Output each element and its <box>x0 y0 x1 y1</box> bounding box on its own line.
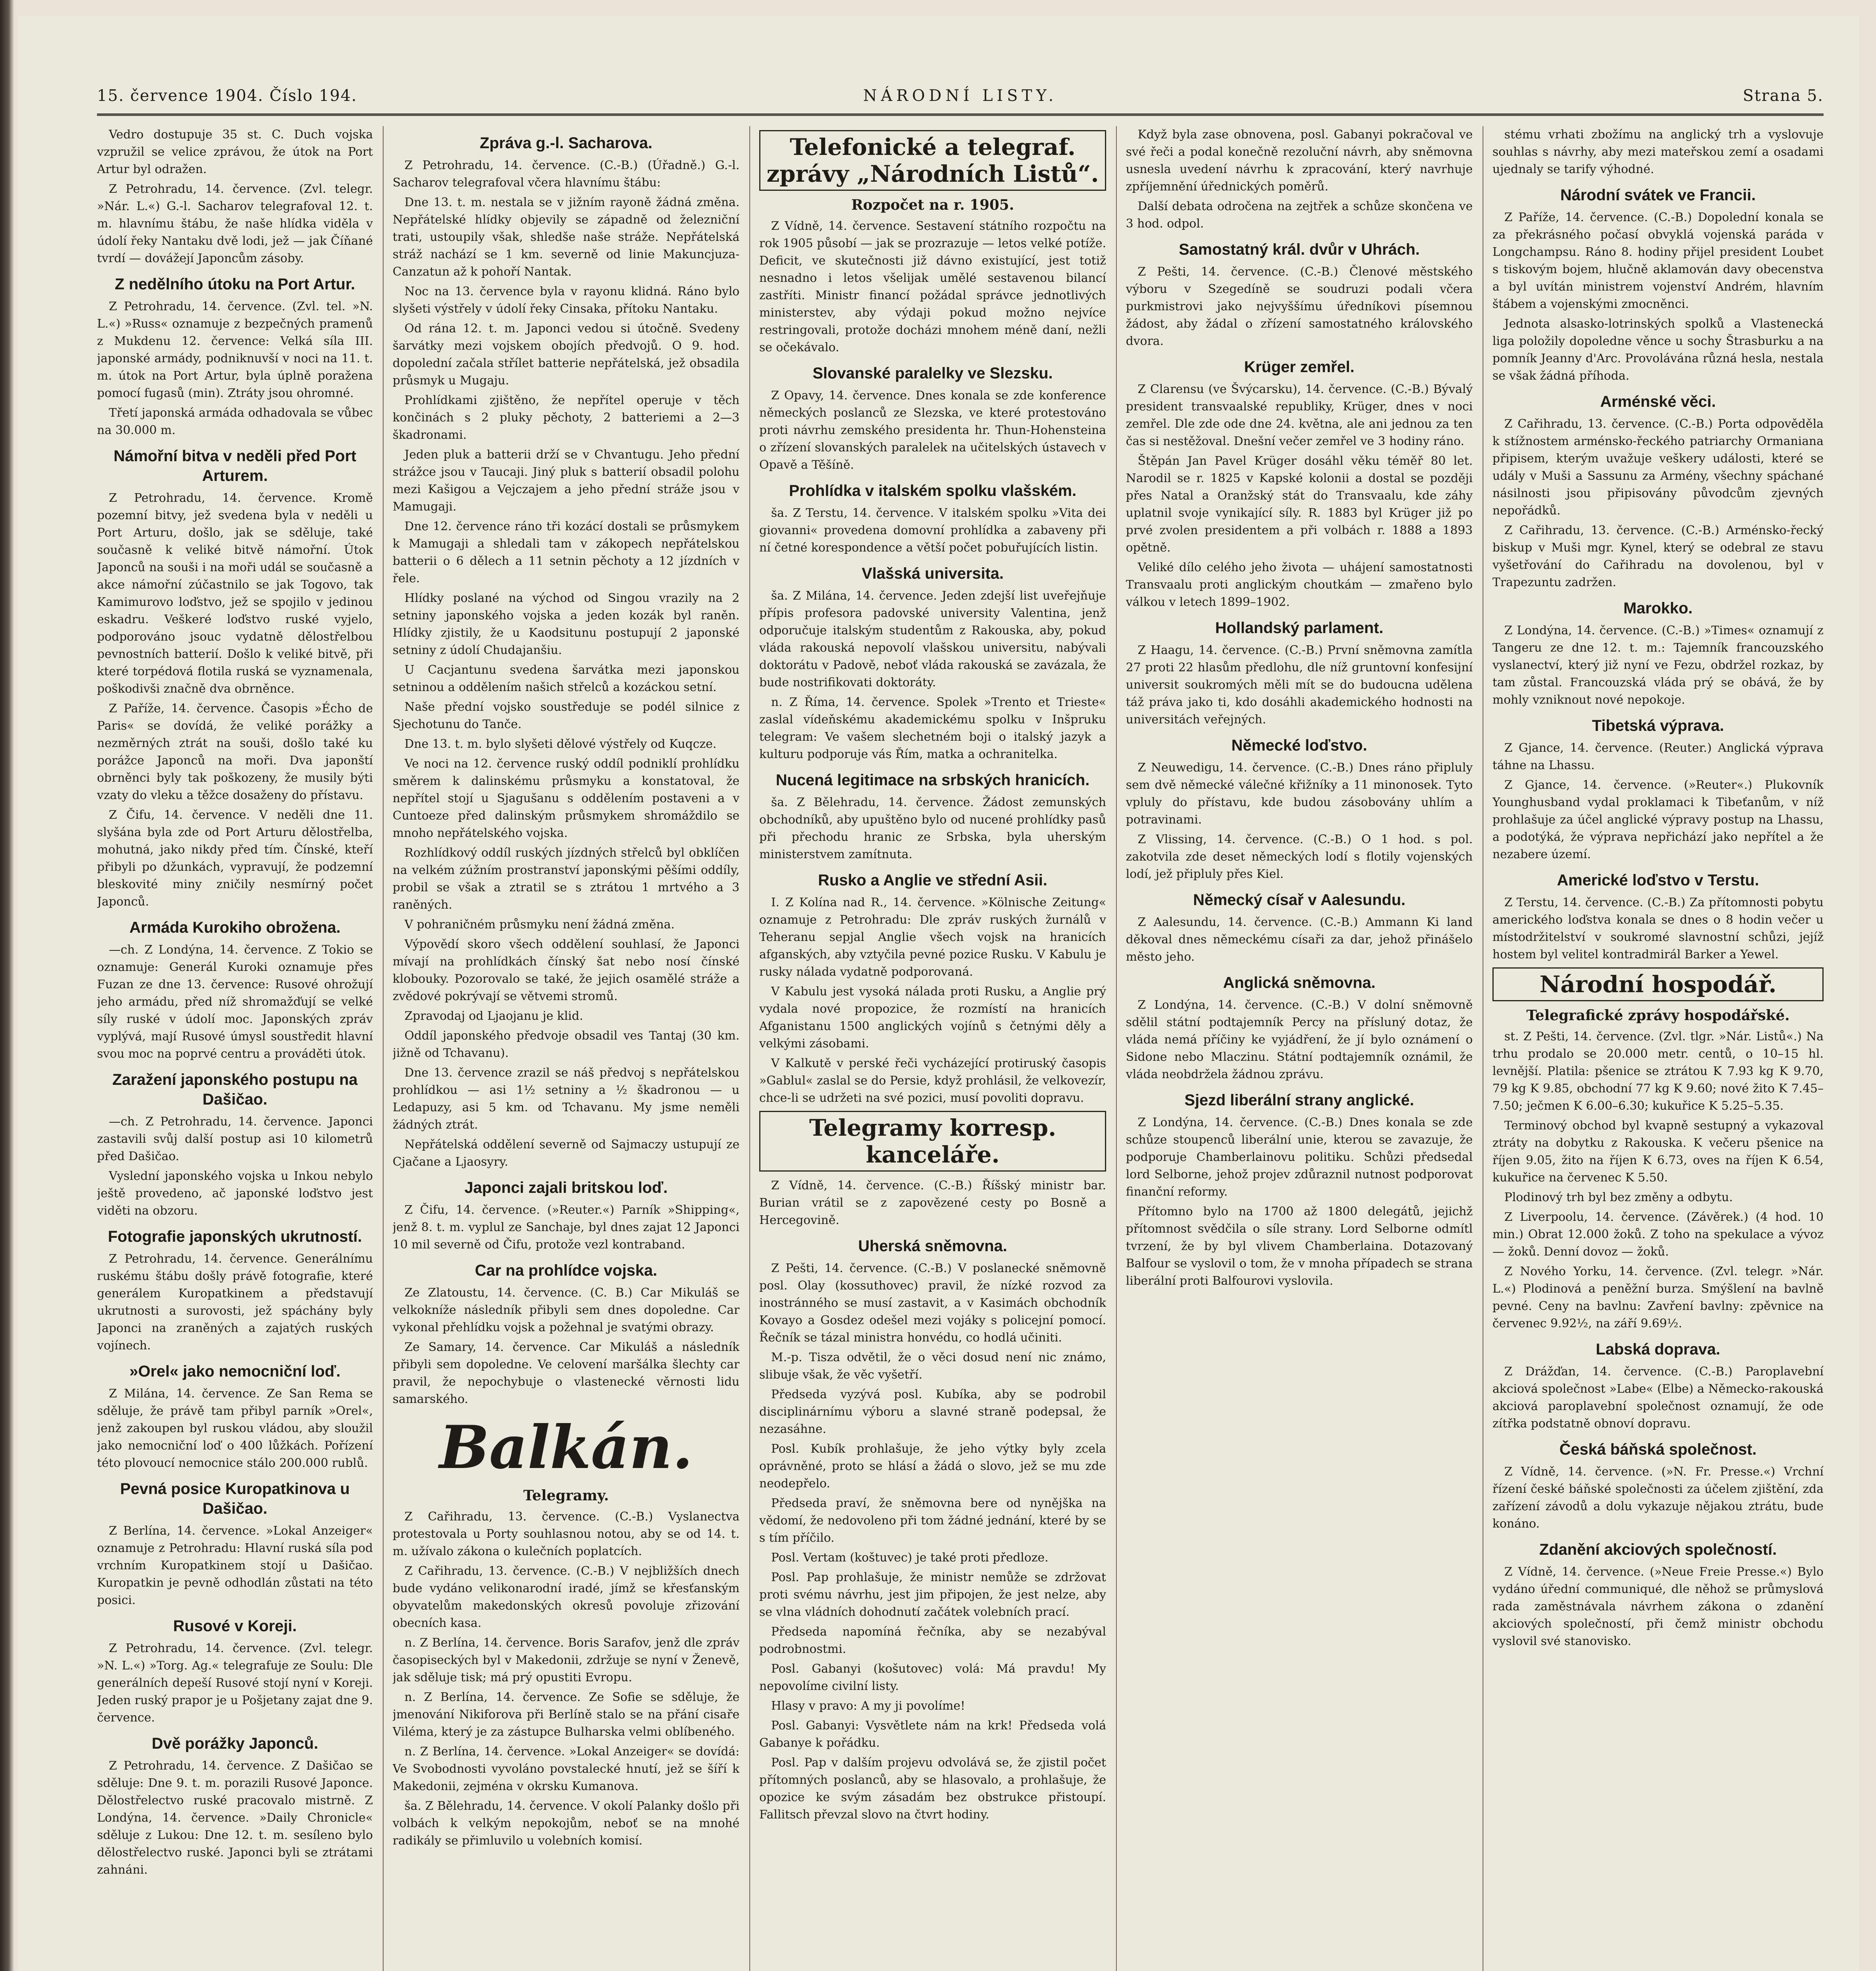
paragraph: Z Drážďan, 14. července. (C.-B.) Paroplavební akciová společnost »Labe« (Elbe) a Německo-rakouská akciová paroplavební společnost oznamují, že ode zítřka podstatně obnoví dopravu. <box>1492 1365 1824 1431</box>
article-headline: »Orel« jako nemocniční loď. <box>129 1363 341 1380</box>
paragraph: Posl. Gabanyi (košutovec) volá: Má pravdu! My nepovolíme civilní listy. <box>759 1662 1106 1693</box>
paragraph: Dne 13. července zrazil se náš předvoj s nepřátelskou prohlídkou — asi 1½ setniny a ½ škadronou — u Ledapuzy, asi 5 km. od Tchavanu. My jsme neměli žádných ztrát. <box>393 1066 740 1132</box>
paragraph: Z Gjance, 14. července. (Reuter.) Anglická výprava táhne na Lhassu. <box>1492 741 1824 772</box>
article-headline: Samostatný král. dvůr v Uhrách. <box>1179 241 1420 258</box>
article-headline: Car na prohlídce vojska. <box>475 1262 658 1279</box>
column-rule <box>1116 126 1117 1971</box>
paragraph: Z Paříže, 14. července. (C.-B.) Dopolední konala se za překrásného počasí obvyklá vojenská paráda v Longchampsu. Ráno 8. hodiny přijel president Loubet s tiskovým bojem, hlučně aklamován davy obecenstva a byl uvítán ministrem vojenství Andrém, hlavním štábem a vojenskými zmocněnci. <box>1492 211 1824 311</box>
header-page-number: Strana 5. <box>1743 87 1824 105</box>
paragraph: Z Opavy, 14. července. Dnes konala se zde konference německých poslanců ze Slezska, ve které protestováno proti návrhu zemského presidenta hr. Thun-Hohensteina o zřízení slovanských paralelek na učitelských ústavech v Opavě a Těšíně. <box>759 389 1106 472</box>
paragraph: Z Liverpoolu, 14. července. (Závěrek.) (4 hod. 10 min.) Obrat 12.000 žoků. Z toho na spekulace a vývoz — žoků. Denní dovoz — žoků. <box>1492 1210 1824 1259</box>
paragraph: Z Nového Yorku, 14. července. (Zvl. telegr. »Nár. L.«) Plodinová a peněžní burza. Smýšlení na bavlně pevné. Ceny na bavlnu: Zavření bavlny: zpěvnice na červenec 9.92½, na září 9.69½. <box>1492 1265 1824 1330</box>
paragraph: Z Milána, 14. července. Ze San Rema se sděluje, že právě tam přibyl parník »Orel«, jenž zakoupen byl ruskou vládou, aby sloužil jako nemocniční loď o 400 lůžkách. Pořízení této plovoucí nemocnice stálo 200.000 rublů. <box>97 1387 373 1470</box>
paragraph: Z Vídně, 14. července. Sestavení státního rozpočtu na rok 1905 působí — jak se prozrazuje — letos velké potíže. Deficit, ve skutečnosti již dávno existující, jest totiž nesnadno i letos všelijak umělé sestavenou bilancí zastříti. Ministr financí požádal správce jednotlivých ministerstev, aby výdaji pokud možno nejvíce restringovali, protože docházi mnohem méně daní, nežli se očekávalo. <box>759 219 1106 354</box>
section-title-telegrams: Telegramy korresp. kanceláře. <box>759 1111 1106 1172</box>
paragraph: Vedro dostupuje 35 st. C. Duch vojska vzpružil se velice zprávou, že útok na Port Artur byl odražen. <box>97 128 373 176</box>
section-title-telephone-news: Telefonické a telegraf. zprávy „Národních Listů“. <box>759 130 1106 191</box>
paragraph: Posl. Pap v dalším projevu odvolává se, že zjistil počet přítomných poslanců, aby se hlasovalo, a prohlašuje, že opozice ke svým zásadám bez obstrukce přistoupí. Fallitsch převzal slovo na čtvrt hodiny. <box>759 1756 1106 1822</box>
section-title-balkan: Balkán. <box>439 1413 693 1482</box>
paragraph: Z Pešti, 14. července. (C.-B.) V poslanecké sněmovně posl. Olay (kossuthovec) pravil, že nízké rozvod za inostránného se musí zastavit, a v Kasimách obchodník Kovayo a Gosdez odešel mezi vojáky s policejní pomocí. Řečník se tázal ministra honvédu, co hodlá učiniti. <box>759 1261 1106 1345</box>
paragraph: Dne 13. t. m. bylo slyšeti dělové výstřely od Kuqcze. <box>404 737 717 751</box>
article-headline: Česká báňská společnost. <box>1559 1441 1757 1458</box>
article-headline: Dvě porážky Japonců. <box>151 1735 319 1752</box>
article-headline: Arménské věci. <box>1600 393 1716 410</box>
article-headline: Národní svátek ve Francii. <box>1560 186 1756 204</box>
paragraph: Z Petrohradu, 14. července. Z Dašičao se sděluje: Dne 9. t. m. porazili Rusové Japonce. Dělostřelectvo ruské pracovalo mistrně. Z Londýna, 14. července. »Daily Chronicle« sděluje z Lukou: Dne 12. t. m. sesíleno bylo dělostřelectvo ruské. Japonci byli se ztrátami zahnáni. <box>97 1759 373 1877</box>
paragraph: Posl. Gabanyi: Vysvětlete nám na krk! Předseda volá Gabanye k pořádku. <box>759 1719 1106 1750</box>
paragraph: —ch. Z Londýna, 14. července. Z Tokio se oznamuje: Generál Kuroki oznamuje přes Fuzan ze dne 13. července: Rusové ohrožují jeho armádu, před níž shromažďují se velké síly ruské v údolí moc. Japonských zpráv vyplývá, mají Rusové úmysl soustředit hlavní svou moc na poprvé centru a prováděti útok. <box>97 943 373 1061</box>
header-date-issue: 15. července 1904. Číslo 194. <box>97 87 358 105</box>
paragraph: M.-p. Tisza odvětil, že o věci dosud není nic známo, slibuje však, že věc vyšetří. <box>759 1351 1106 1382</box>
paragraph: ša. Z Bělehradu, 14. července. V okolí Palanky došlo při volbách k velkým nepokojům, neboť se na mnohé radikály se přimluvilo u volebních komisí. <box>393 1799 740 1848</box>
paragraph: Dne 13. t. m. nestala se v jižním rayoně žádná změna. Nepřátelské hlídky objevily se západně od železniční trati, ustoupily však, shledše naše stráže. Nepřátelská stráž nachází se 1 km. severně od linie Makuncjuza-Canzatun až k pohoří Nantak. <box>393 196 740 279</box>
paragraph: Třetí japonská armáda odhadovala se vůbec na 30.000 m. <box>97 406 373 437</box>
paragraph: Z Cařihradu, 13. července. (C.-B.) V nejbližších dnech bude vydáno velikonarodní iradé, jímž se křesťanským obyvatelům makedonských okresů povoluje zřizování obecních kasa. <box>393 1564 740 1630</box>
paragraph: Když byla zase obnovena, posl. Gabanyi pokračoval ve své řeči a podal konečně rezoluční návrh, aby sněmovna usnesla uvedení návrhu k zpracování, který navrhuje zpříjemnění úřednických poměrů. <box>1126 128 1473 194</box>
paragraph: Posl. Kubík prohlašuje, že jeho výtky byly zcela oprávněné, proto se hlásí a žádá o slovo, jež se mu zde neodepřelo. <box>759 1442 1106 1490</box>
paragraph: Z Čifu, 14. července. (»Reuter.«) Parník »Shipping«, jenž 8. t. m. vyplul ze Sanchaje, byl dnes zajat 12 Japonci 10 mil severně od Čifu, protože vezl kontraband. <box>393 1203 740 1252</box>
paragraph: Oddíl japonského předvoje obsadil ves Tantaj (30 km. jižně od Tchavanu). <box>393 1029 740 1060</box>
paragraph: Z Petrohradu, 14. července. Generálnímu ruskému štábu došly právě fotografie, které generálem Kuropatkinem a představují ukrutnosti a surovosti, jež spáchány byly Japonci na zraněných a zajatých ruských vojínech. <box>97 1252 373 1353</box>
paragraph: Ze Zlatoustu, 14. července. (C. B.) Car Mikuláš se velkokníže následník přibyli sem dnes dopoledne. Car vykonal přehlídku vojsk a požehnal je svatými obrazy. <box>393 1286 740 1334</box>
article-headline: Rusko a Anglie ve střední Asii. <box>818 872 1047 889</box>
paragraph: n. Z Berlína, 14. července. »Lokal Anzeiger« se dovídá: Ve Svobodnosti vyvoláno povstalecké hnutí, jež se šíří k Makedonii, zejména v okrsku Kumanova. <box>393 1745 740 1793</box>
paragraph: Hlasy v pravo: A my ji povolíme! <box>771 1699 965 1713</box>
paragraph: n. Z Berlína, 14. července. Ze Sofie se sděluje, že jmenování Nikiforova při Berlíně stalo se na přání cisaře Viléma, který je za zástupce Bulharska velmi oblíbeného. <box>393 1690 740 1739</box>
paragraph: Předseda vyzývá posl. Kubíka, aby se podrobil disciplinárnímu výboru a slavné straně podepsal, že nezasáhne. <box>759 1388 1106 1436</box>
article-headline: Zdanění akciových společností. <box>1539 1541 1777 1558</box>
paragraph: Z Čifu, 14. července. V neděli dne 11. slyšána byla zde od Port Arturu dělostřelba, mohutná, jako nikdy před tím. Čínské, kteří přibyli po džunkách, vypravují, že podzemní bleskovité miny zničily nesmírný počet Japonců. <box>97 808 373 909</box>
column-rule <box>383 126 384 1971</box>
paragraph: Plodinový trh byl bez změny a odbytu. <box>1504 1190 1733 1204</box>
paragraph: Ze Samary, 14. července. Car Mikuláš a následník přibyli sem dopoledne. Ve celovení maršálka šlechty car pravil, že nepochybuje o vlastenecké věrnosti lidu samarského. <box>393 1340 740 1406</box>
paragraph: Posl. Vertam (koštuvec) je také proti předloze. <box>771 1551 1049 1565</box>
article-headline: Pevná posice Kuropatkinova u Dašičao. <box>120 1480 350 1517</box>
column-rule <box>749 126 750 1971</box>
paragraph: Ve noci na 12. července ruský oddíl podniklí prohlídku směrem k dalinskému průsmyku a konstatoval, že nepřítel stojí u Sjagušanu s oddělením postaveni a v Cuntoeze před dalinským průsmykem shromáždilo se mnoho nepřátelského vojska. <box>393 757 740 840</box>
paragraph: I. Z Kolína nad R., 14. července. »Kölnische Zeitung« oznamuje z Petrohradu: Dle zpráv ruských žurnálů v Teheranu sepjal Anglie všech vojsk na hranicích afganských, aby vztyčila pevné pozice Rusku. V Kabulu je rusky nálada vydatně podporovaná. <box>759 896 1106 979</box>
newspaper-page <box>18 16 1859 1971</box>
paragraph: ša. Z Terstu, 14. července. V italském spolku »Vita dei giovanni« provedena domovní prohlídka a zabaveny při ní četné korespondence a větší počet pobuřujících listin. <box>759 506 1106 555</box>
paragraph: Z Vlissing, 14. července. (C.-B.) O 1 hod. s pol. zakotvila zde deset německých lodí s flotily vojenských lodí, jež připluly přes Kiel. <box>1126 833 1473 881</box>
paragraph: —ch. Z Petrohradu, 14. července. Japonci zastavili svůj další postup asi 10 kilometrů před Dašičao. <box>97 1115 373 1163</box>
article-headline: Německé loďstvo. <box>1231 737 1367 754</box>
article-headline: Námořní bitva v neděli před Port Arturem. <box>114 447 356 484</box>
article-headline: Prohlídka v italském spolku vlašském. <box>789 482 1077 499</box>
paragraph: Nepřátelská oddělení severně od Sajmaczy ustupují ze Cjačane a Ljaosyry. <box>393 1138 740 1169</box>
paragraph: Další debata odročena na zejtřek a schůze skončena ve 3 hod. odpol. <box>1126 199 1473 231</box>
paragraph: Z Petrohradu, 14. července. (Zvl. telegr. »N. L.«) »Torg. Ag.« telegrafuje ze Soulu: Dle generálních depeší Rusové stojí nyní v Koreji. Jeden ruský prapor je u Pošjetany zajat dne 9. července. <box>97 1641 373 1725</box>
paragraph: Od rána 12. t. m. Japonci vedou si útočně. Svedeny šarvátky mezi vojskem obojích předvojů. O 9. hod. dopolední začala střílet batterie nepřátelská, jež obsadila průsmyk u Mugaju. <box>393 322 740 387</box>
paragraph: Veliké dílo celého jeho života — uhájení samostatnosti Transvaalu proti anglickým choutkám — zmařeno bylo válkou v letech 1899–1902. <box>1126 561 1473 609</box>
article-headline: Rusové v Koreji. <box>173 1617 297 1635</box>
article-headline: Marokko. <box>1623 600 1693 617</box>
paragraph: V Kabulu jest vysoká nálada proti Rusku, a Anglie prý vydala nové propozice, že rozmístí na hranicích Afganistanu 1500 anglických vojínů s četnými děly a velkými zásobami. <box>759 985 1106 1051</box>
article-headline: Tibetská výprava. <box>1592 717 1724 734</box>
book-spine-shadow <box>0 0 14 1971</box>
paragraph: V Kalkutě v perské řeči vycházející protiruský časopis »Gablul« zaslal se do Persie, když prohlásil, že velkovezír, chce-li se udržeti na své pozici, musí povoliti dopravu. <box>759 1056 1106 1105</box>
paragraph: Z Terstu, 14. července. (C.-B.) Za přítomnosti pobytu amerického loďstva konala se dnes o 8 hodin večer u místodržitelství v soukromé slavnostní schůzi, jejíž hostem byl velitel kontradmirál Barker a Yewel. <box>1492 896 1824 961</box>
article-headline: Zpráva g.-l. Sacharova. <box>480 134 652 152</box>
section-subtitle: Telegramy. <box>523 1487 609 1504</box>
page-header <box>97 87 1824 110</box>
article-headline: Rozpočet na r. 1905. <box>851 197 1014 213</box>
paragraph: Z Neuwedigu, 14. července. (C.-B.) Dnes ráno připluly sem dvě německé válečné křižníky a 11 minonosek. Tyto vpluly do přístavu, kde budou zásobovány uhlím a potravinami. <box>1126 761 1473 827</box>
paragraph: Z Petrohradu, 14. července. (Zvl. tel. »N. L.«) »Russ« oznamuje z bezpečných pramenů z Mukdenu 12. července: Velká síla III. japonské armády, podniknuvší v noci na 11. t. m. útok na Port Artur, byla úplně poražena pomocí fugasů (min). Ztráty jsou ohromné. <box>97 300 373 400</box>
paragraph: Z Petrohradu, 14. července. (C.-B.) (Úřadně.) G.-l. Sacharov telegrafoval včera hlavnímu štábu: <box>393 158 740 190</box>
paragraph: Z Vídně, 14. července. (»N. Fr. Presse.«) Vrchní řízení české báňské společnosti za účelem zjištění, zda zařízení závodů a dolu vykazuje nějakou ztrátu, bude konáno. <box>1492 1465 1824 1531</box>
paragraph: Předseda napomíná řečníka, aby se nezabýval podrobnostmi. <box>759 1625 1106 1656</box>
paragraph: Z Petrohradu, 14. července. Kromě pozemní bitvy, jež svedena byla v neděli u Port Arturu, došlo, jak se sděluje, také současně k veliké bitvě námořní. Útok Japonců na souši i na moři udál se současně a akce námořní zúčastnilo se jak Togovo, tak Kamimurovo loďstvo, jež se spojilo v jedinou eskadru. Veškeré loďstvo ruské vyjelo, podporováno jsouc vydatně dělostřelbou pevnostních batterií. Došlo k veliké bitvě, při které torpédová flotila ruská se vyznamenala, poškodivši značně dva obrněnce. <box>97 491 373 696</box>
article-headline: Slovanské paralelky ve Slezsku. <box>812 365 1053 382</box>
paragraph: Hlídky poslané na východ od Singou vrazily na 2 setniny japonského vojska a jeden kozák byl raněn. Hlídky zjistily, že u Kaodsitunu postupují 2 japonské setniny z údolí Chudajanšiu. <box>393 591 740 657</box>
paragraph: Štěpán Jan Pavel Krüger dosáhl věku téměř 80 let. Narodil se r. 1825 v Kapské kolonii a dostal se později přes Natal a Oranžský stát do Transvaalu, kde záhy uplatnil svoje vynikající síly. R. 1883 byl Krüger již po prvé zvolen presidentem a při volbách r. 1888 a 1893 opětně. <box>1126 454 1473 555</box>
paragraph: n. Z Berlína, 14. července. Boris Sarafov, jenž dle zpráv časopiseckých byl v Makedonii, zdržuje se nyní v Ženevě, jak sděluje tisk; má prý opustiti Evropu. <box>393 1636 740 1684</box>
paragraph: Vyslední japonského vojska u Inkou nebylo ještě provedeno, ač japonské loďstvo jest viděti na obzoru. <box>97 1169 373 1218</box>
paragraph: Z Cařihradu, 13. července. (C.-B.) Arménsko-řecký biskup v Muši mgr. Kynel, který se odebral ze stavu vyšetřování do Cařihradu na dovolenou, byl v Trapezuntu zadržen. <box>1492 523 1824 589</box>
header-masthead: NÁRODNÍ LISTY. <box>863 87 1058 105</box>
article-headline: Labská doprava. <box>1596 1341 1720 1358</box>
article-headline: Anglická sněmovna. <box>1223 974 1376 991</box>
paragraph: Posl. Pap prohlašuje, že ministr nemůže se zdržovat proti svému návrhu, jest jim připojen, že jest nelze, aby se vlna vládních dohodnutí začátek volebních prací. <box>759 1570 1106 1619</box>
article-headline: Japonci zajali britskou loď. <box>464 1179 668 1196</box>
section-subtitle: Telegrafické zprávy hospodářské. <box>1526 1007 1790 1024</box>
paragraph: Z Clarensu (ve Švýcarsku), 14. července. (C.-B.) Bývalý president transvaalské republiky, Krüger, dnes v noci zemřel. Dle zde ode dne 24. května, ale ani jednou za ten čas si nestěžoval. Dnešní večer zemřel ve 3 hodiny ráno. <box>1126 382 1473 448</box>
paragraph: Z Berlína, 14. července. »Lokal Anzeiger« oznamuje z Petrohradu: Hlavní ruská síla pod vrchním Kuropatkinem stojí u Dašičao. Kuropatkin je pevně odhodlán zůstati na této posici. <box>97 1524 373 1607</box>
column-5 <box>1492 126 1824 1971</box>
paragraph: Z Vídně, 14. července. (»Neue Freie Presse.«) Bylo vydáno úřední communiqué, dle něhož se průmyslová rada zaměstnávala návrhem zákona o zdanění akciových společností, při čemž ministr obchodu vyslovil své stanovisko. <box>1492 1565 1824 1648</box>
column-3 <box>759 126 1106 1971</box>
article-headline: Uherská sněmovna. <box>858 1237 1007 1255</box>
paragraph: Z Haagu, 14. července. (C.-B.) První sněmovna zamítla 27 proti 22 hlasům předlohu, dle níž gruntovní konfesijní universit soukromých měli mít se do budoucna udělena táž práva jako ti, kdo dosáhli akademického hodnosti na universitách veřejných. <box>1126 643 1473 727</box>
paragraph: Terminový obchod byl kvapně sestupný a vykazoval ztráty na dobytku z Rakouska. K večeru pšenice na říjen 9.05, žito na říjen K 6.73, oves na říjen K 6.54, kukuřice na červenec K 5.50. <box>1492 1119 1824 1185</box>
paragraph: Z Londýna, 14. července. (C.-B.) V dolní sněmovně sdělil státní podtajemník Percy na přísluný dotaz, že vláda nemá příčiny ke vyjádření, že jí bylo oznámení o Sidone nebo Mlaczinu. Státní podtajemník oznámil, že vláda neobdržela žádnou zprávu. <box>1126 998 1473 1081</box>
paragraph: Rozhlídkový oddíl ruských jízdných střelců byl obklíčen na velkém zúžním prostranství japonskými pěšími oddíly, probil se však a ztratil se s ztrátou 1 mrtvého a 3 raněných. <box>393 846 740 912</box>
paragraph: Z Petrohradu, 14. července. (Zvl. telegr. »Nár. L.«) G.-l. Sacharov telegrafoval 12. t. m. hlavnímu štábu, že naše hlídka viděla v údolí řeky Nantaku dvě lodi, jež — jak Číňané tvrdí — dovážejí Japoncům zásoby. <box>97 182 373 265</box>
paragraph: Z Gjance, 14. července. (»Reuter«.) Plukovník Younghusband vydal proklamaci k Tibeťanům, v níž prohlašuje za účel anglické výpravy postup na Lhassu, a podotýká, že výprava nepřichází jako nepřítel a že nezabere území. <box>1492 778 1824 861</box>
paragraph: Jednota alsasko-lotrinských spolků a Vlastenecká liga položily dopoledne věnce u sochy Štrasburku a na pomník Jeanny d'Arc. Provolávána různá hesla, nestala se však žádná příhoda. <box>1492 317 1824 383</box>
article-headline: Hollandský parlament. <box>1215 619 1384 637</box>
paragraph: Z Vídně, 14. července. (C.-B.) Říšský ministr bar. Burian vrátil se z zapovězené cesty po Bosně a Hercegovině. <box>759 1179 1106 1227</box>
paragraph: Zpravodaj od Ljaojanu je klid. <box>404 1009 583 1023</box>
paragraph: Z Londýna, 14. července. (C.-B.) Dnes konala se zde schůze stoupenců liberální unie, kterou se zavazuje, že podporuje Chamberlainovu politiku. Schůzi předsedal lord Selborne, jehož projev zdůraznil nutnost podporovat finanční reformy. <box>1126 1116 1473 1199</box>
article-headline: Z nedělního útoku na Port Artur. <box>115 276 355 293</box>
article-headline: Vlašská universita. <box>861 565 1004 582</box>
paragraph: V pohraničném průsmyku není žádná změna. <box>404 918 675 931</box>
article-headline: Armáda Kurokiho obrožena. <box>129 919 341 936</box>
paragraph: Přítomno bylo na 1700 až 1800 delegátů, jejichž přítomnost svědčila o síle strany. Lord Selborne odmítl tvrzení, že by byl vlivem Chamberlaina. Dotazovaný Balfour se vyslovil o tom, že v mnoha případech se strana liberální proti Balfourovi vyslovila. <box>1126 1205 1473 1288</box>
paragraph: Z Londýna, 14. července. (C.-B.) »Times« oznamují z Tangeru ze dne 12. t. m.: Tajemník francouzského vyslanectví, který již nyní ve Fezu, obdržel rozkaz, by tam zůstal. Francouzská vláda prý se obává, že by mohly vzniknout nové nepokoje. <box>1492 624 1824 707</box>
paragraph: Předseda praví, že sněmovna bere od nynějška na vědomí, že nedovoleno při tom žádné jednání, které by se s tím příčilo. <box>759 1496 1106 1545</box>
section-title-economy: Národní hospodář. <box>1492 967 1824 1001</box>
paragraph: Z Aalesundu, 14. července. (C.-B.) Ammann Ki land děkoval dnes německému císaři za dar, jehož přinášelo město jeho. <box>1126 915 1473 964</box>
paragraph: stému vrhati zbožímu na anglický trh a vyslovuje souhlas s návrhy, aby mezi mateřskou zemí a osadami ujednaly se tarify výhodné. <box>1492 128 1824 176</box>
header-rule <box>97 114 1824 116</box>
article-headline: Americké loďstvo v Terstu. <box>1557 872 1759 889</box>
paragraph: Jeden pluk a batterii drží se v Chvantugu. Jeho přední strážce jsou v Taucaji. Jiný pluk s batterií obsadil polohu mezi Kašigou a Vejczajem a jeho přední stráže jsou v Mamugaji. <box>393 448 740 514</box>
paragraph: U Cacjantunu svedena šarvátka mezi japonskou setninou a oddělením našich střelců a kozáckou setní. <box>393 663 740 694</box>
article-headline: Krüger zemřel. <box>1244 358 1355 376</box>
paragraph: ša. Z Milána, 14. července. Jeden zdejší list uveřejňuje přípis profesora padovské university Valentina, jenž odporučuje italským studentům z Rakouska, aby, pokud vláda rakouská nepovolí vlašskou universitu, nabývali doktorátu v Padově, neboť vláda rakouská se zavázala, že bude nostrifikovati doktoráty. <box>759 589 1106 689</box>
paragraph: Noc na 13. července byla v rayonu klidná. Ráno bylo slyšeti výstřely v údolí řeky Cinsaka, přítoku Nantaku. <box>393 285 740 316</box>
paragraph: Naše přední vojsko soustředuje se podél silnice z Sjechotunu do Tanče. <box>393 700 740 731</box>
paragraph: ša. Z Bělehradu, 14. července. Žádost zemunských obchodníků, aby upuštěno bylo od nucené prohlídky pasů při přechodu hranic ze Srbska, byla uherským ministerstvem zamítnuta. <box>759 795 1106 861</box>
column-2 <box>393 126 740 1971</box>
paragraph: Z Cařihradu, 13. července. (C.-B.) Vyslanectva protestovala u Porty souhlasnou notou, aby se od 14. t. m. užívalo zákona o kulečních poplatcích. <box>393 1510 740 1558</box>
paragraph: Z Paříže, 14. července. Časopis »Écho de Paris« se dovídá, že veliké porážky a nezměrných ztrát na souši, došlo také ku porážce Japonců na moři. Dva japonští obrněnci byly tak poškozeny, že musily býti vzaty do vleku a těžce dosaženy do přístavu. <box>97 702 373 802</box>
paragraph: Prohlídkami zjištěno, že nepřítel operuje v těch končinách s 2 pluky pěchoty, 2 batteriemi a 2—3 škadronami. <box>393 393 740 442</box>
article-headline: Zaražení japonského postupu na Dašičao. <box>112 1071 358 1108</box>
column-1 <box>97 126 373 1971</box>
article-headline: Německý císař v Aalesundu. <box>1193 891 1406 909</box>
paragraph: st. Z Pešti, 14. července. (Zvl. tlgr. »Nár. Listů«.) Na trhu prodalo se 20.000 metr. centů, o 10–15 hl. levnější. Platila: pšenice se ztrátou K 7.93 kg K 9.70, 79 kg K 9.85, obchodní 77 kg K 9.60; nové žito K 7.45–7.50; ječmen K 6.00–6.30; kukuřice K 5.25–5.35. <box>1492 1030 1824 1113</box>
paragraph: Z Pešti, 14. července. (C.-B.) Členové městského výboru v Szegedíně se soudruzi podali včera purkmistrovi jako nejvyššímu úředníkovi písemnou žádost, aby žádal o zřízení samostatného královského dvora. <box>1126 265 1473 348</box>
article-headline: Nucená legitimace na srbských hranicích. <box>776 771 1090 789</box>
article-headline: Fotografie japonských ukrutností. <box>108 1228 362 1245</box>
column-4 <box>1126 126 1473 1971</box>
paragraph: Z Cařihradu, 13. července. (C.-B.) Porta odpověděla k stížnostem arménsko-řeckého patriarchy Ormaniana připisem, kterým uvažuje veškery události, které se udály v Muši a Sassunu za Armény, všechny spáchané násilnosti jsou připisovány původcům zjevných nepořádků. <box>1492 417 1824 518</box>
paragraph: n. Z Říma, 14. července. Spolek »Trento et Trieste« zaslal vídeňskému akademickému spolku v Inšpruku telegram: Ve vašem slechetném boji o italský jazyk a kulturu podporuje vás Řím, matka a ochranitelka. <box>759 695 1106 761</box>
paragraph: Dne 12. července ráno tři kozácí dostali se průsmykem k Mamugaji a shledali tam v zákopech nepřátelskou batterii o 6 dělech a 11 setnin pěchoty a 12 jízdních v řele. <box>393 520 740 585</box>
article-headline: Sjezd liberální strany anglické. <box>1184 1092 1414 1109</box>
paragraph: Výpovědí skoro všech oddělení souhlasí, že Japonci mívají na prohlídkách čínský šat nebo nosí čínské klobouky. Pozorovalo se také, že jejich osamělé stráže a zvědové pokrývají se větvemi stromů. <box>393 937 740 1003</box>
